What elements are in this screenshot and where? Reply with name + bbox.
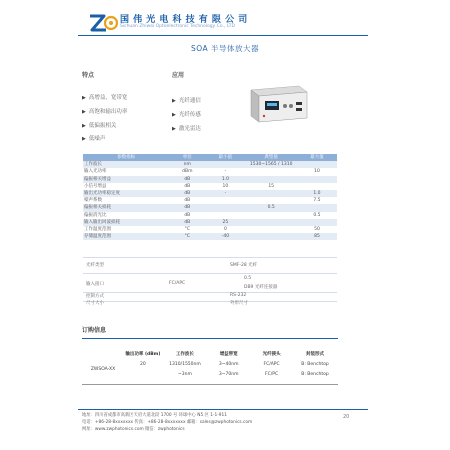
row-divider [83,301,337,302]
page-title: SOA 半导体放大器 [190,44,260,53]
footer-web: 网址：www.zwphotonics.com 微信：zwphotonics [82,427,185,432]
order-divider [82,338,338,339]
spec-table [83,154,337,240]
spec-value: dB [169,190,205,197]
spec-param: 偏振相关损耗 [83,204,169,211]
order-row: ~3nm 3~70nm FC/PC B: Benchtop [178,371,329,377]
spec-value: dB [169,204,205,211]
spec-col-header: 典型值 [245,154,296,161]
extra-param: 光纤类型 [86,263,104,268]
extra-param: 输入接口 [86,282,104,287]
spec-value [205,197,245,204]
spec-value [245,176,296,183]
bullet-arrow-icon: ▶ [172,112,176,118]
application-item: ▶ 激光雷达 [172,126,201,132]
spec-table-header [83,154,337,161]
bullet-arrow-icon: ▶ [82,136,86,142]
spec-value: 0.5 [245,204,296,211]
spec-row [83,219,337,226]
spec-value: 0 [205,226,245,233]
spec-value: 85 [297,233,337,240]
order-col-header: 工作波长 [175,352,194,357]
spec-value: nm [169,161,205,168]
order-info-heading: 订购信息 [82,327,107,334]
spec-value [245,226,296,233]
bullet-arrow-icon: ▶ [82,123,86,129]
features-heading: 特点 [82,72,95,79]
spec-value: 1.0 [297,190,337,197]
bullet-arrow-icon: ▶ [172,98,176,104]
feature-item: ▶ 高饱和输出功率 [82,109,128,115]
feature-item: ▶ 低偏振相关 [82,123,117,129]
spec-value [245,168,296,175]
extra-value: 0.5 [244,276,252,281]
soa-device-image [245,82,309,126]
order-bottom-divider [82,384,338,385]
spec-value: dBm [169,168,205,175]
extra-value: RS-232 [230,293,247,298]
feature-item: ▶ 高增益，宽带宽 [82,95,128,101]
extra-value: 外形尺寸 [230,301,248,306]
header-divider [78,35,368,36]
spec-value: 10 [205,183,245,190]
spec-value: 25 [205,219,245,226]
order-prefix: ZWSOA-XX [90,366,116,372]
spec-row [83,226,337,233]
spec-col-header: 参数指标 [83,154,169,161]
extra-unit: FC/APC [169,281,186,286]
extra-value: SMF-28 光纤 [230,263,258,268]
spec-param: 偏振消光比 [83,212,169,219]
spec-value [297,219,337,226]
spec-param: 存储温度范围 [83,233,169,240]
spec-param: 输入光功率 [83,168,169,175]
applications-heading: 应用 [172,72,185,79]
spec-value: 50 [297,226,337,233]
order-col-header: 增益带宽 [219,352,238,357]
footer-divider [78,409,368,410]
application-item: ▶ 光纤通信 [172,98,201,104]
bullet-arrow-icon: ▶ [82,109,86,115]
spec-value: 7.5 [297,197,337,204]
spec-col-header: 最小值 [205,154,245,161]
spec-value [245,212,296,219]
spec-value [245,197,296,204]
spec-value: °C [169,226,205,233]
row-divider [83,292,337,293]
order-col-header: 输出功率 (dBm) [125,352,161,357]
page-number: 20 [343,414,350,420]
spec-row [83,168,337,175]
spec-row [83,161,337,168]
spec-col-header: 单位 [169,154,205,161]
spec-value: - [205,190,245,197]
spec-param: 工作温度范围 [83,226,169,233]
spec-value [205,212,245,219]
spec-row [83,204,337,211]
spec-value [205,204,245,211]
spec-value [297,176,337,183]
company-logo [88,12,118,34]
spec-value: dB [169,197,205,204]
spec-value: dB [169,183,205,190]
spec-value [297,161,337,168]
order-table-header [83,349,337,359]
spec-value: 15 [245,183,296,190]
spec-param: 噪声系数 [83,197,169,204]
spec-value [297,183,337,190]
spec-param: 工作波长 [83,161,169,168]
spec-value [245,190,296,197]
company-name-en: Sichuan Zhiwei Optoelectronic Technology Co., LTD [120,24,235,29]
order-row: ZWSOA-XX 20 1310/1550nm 3~40nm FC/APC B: Benchtop [83,359,337,369]
spec-value: 10 [297,168,337,175]
spec-param: 输入输出回波损耗 [83,219,169,226]
spec-value [245,233,296,240]
footer-address: 地址：四川省成都市高新区天府大道北段 1700 号 环球中心 N5 区 1-1-911 [82,413,227,418]
order-col-header: 封装形式 [305,352,324,357]
footer-contact: 电话：+86-28-8xxxxxxx 传真：+86-28-8xxxxxxx 邮箱：sales@zwphotonics.com [82,420,253,425]
spec-value: - [205,168,245,175]
spec-row [83,190,337,197]
spec-value: -40 [205,233,245,240]
spec-value: 0.5 [297,212,337,219]
application-item: ▶ 光纤传感 [172,112,201,118]
extra-param: 尺寸大小 [86,301,104,306]
spec-col-header: 最大值 [297,154,337,161]
spec-value: 1530~1565 / 1310 [245,161,296,168]
spec-param: 输出光功率稳定度 [83,190,169,197]
bullet-arrow-icon: ▶ [82,95,86,101]
spec-row [83,183,337,190]
spec-row [83,176,337,183]
spec-param: 小信号增益 [83,183,169,190]
order-col-header: 光纤接头 [262,352,281,357]
row-divider [83,257,337,258]
spec-value: °C [169,233,205,240]
feature-item: ▶ 低噪声 [82,136,106,142]
extra-param: 控制方式 [86,294,104,299]
spec-value [297,204,337,211]
bullet-arrow-icon: ▶ [172,126,176,132]
spec-value [205,161,245,168]
order-table [83,349,337,379]
spec-value: dB [169,176,205,183]
company-name: 国 伟 光 电 科 技 有 限 公 司 [120,15,248,25]
spec-value [245,219,296,226]
spec-row [83,212,337,219]
row-divider [83,273,337,274]
spec-row [83,197,337,204]
spec-value: dB [169,212,205,219]
spec-value: dB [169,219,205,226]
spec-row [83,233,337,240]
spec-value: 1.0 [205,176,245,183]
spec-param: 偏振相关增益 [83,176,169,183]
extra-value: DB9 光纤连接器 [244,285,278,290]
